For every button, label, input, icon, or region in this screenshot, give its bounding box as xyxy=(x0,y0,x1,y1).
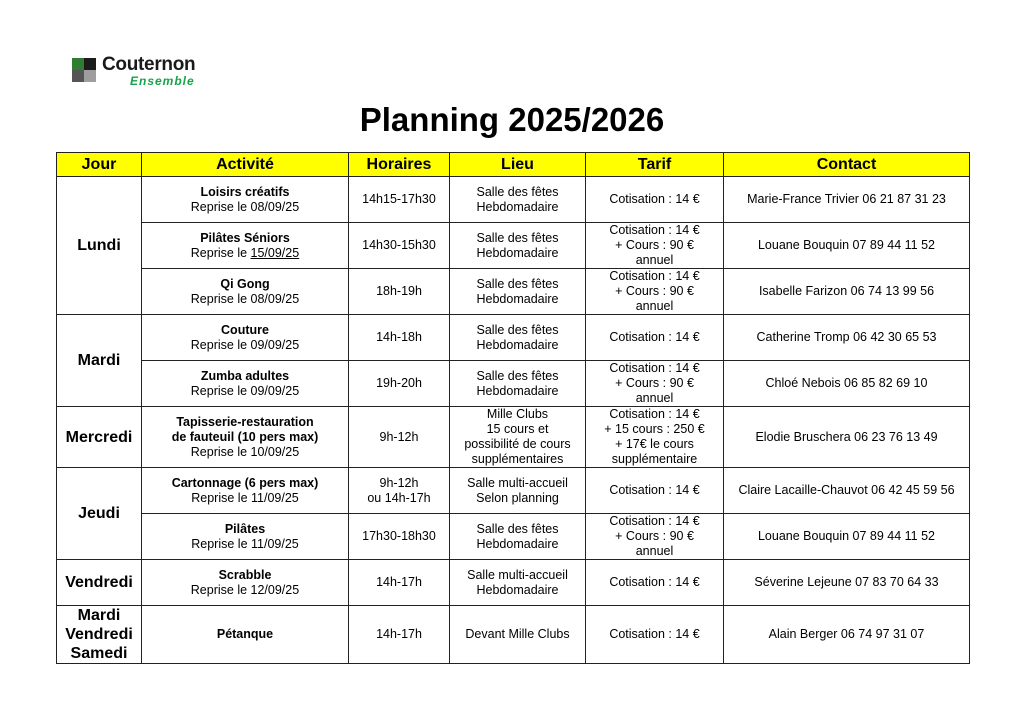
lieu-cell: Salle des fêtes Hebdomadaire xyxy=(450,269,586,315)
planning-table xyxy=(56,152,970,664)
tarif-cell: Cotisation : 14 € + 15 cours : 250 € + 17€ le cours supplémentaire xyxy=(586,407,724,468)
horaires-cell: 14h15-17h30 xyxy=(349,177,450,223)
day-cell: Mardi Vendredi Samedi xyxy=(57,606,142,664)
table-row xyxy=(57,269,970,315)
tarif-cell: Cotisation : 14 € xyxy=(586,560,724,606)
activity-name: Qi Gong xyxy=(220,276,270,291)
tarif-cell: Cotisation : 14 € xyxy=(586,468,724,514)
table-row xyxy=(57,514,970,560)
horaires-cell: 14h-17h xyxy=(349,606,450,664)
table-row xyxy=(57,315,970,361)
logo-mark-icon xyxy=(72,58,96,82)
contact-cell: Marie-France Trivier 06 21 87 31 23 xyxy=(724,177,970,223)
lieu-cell: Salle multi-accueil Selon planning xyxy=(450,468,586,514)
lieu-cell: Salle des fêtes Hebdomadaire xyxy=(450,177,586,223)
activity-cell xyxy=(142,606,349,664)
contact-cell: Isabelle Farizon 06 74 13 99 56 xyxy=(724,269,970,315)
lieu-cell: Salle des fêtes Hebdomadaire xyxy=(450,361,586,407)
header-tarif: Tarif xyxy=(586,153,724,177)
activity-reprise: Reprise le 08/09/25 xyxy=(190,199,300,214)
activity-reprise: Reprise le 09/09/25 xyxy=(190,337,300,352)
header-contact: Contact xyxy=(724,153,970,177)
day-cell: Jeudi xyxy=(57,468,142,560)
horaires-cell: 19h-20h xyxy=(349,361,450,407)
horaires-cell: 18h-19h xyxy=(349,269,450,315)
activity-name: Cartonnage (6 pers max) xyxy=(171,475,319,490)
table-row xyxy=(57,560,970,606)
table-row xyxy=(57,606,970,664)
activity-name: Couture xyxy=(221,322,269,337)
contact-cell: Séverine Lejeune 07 83 70 64 33 xyxy=(724,560,970,606)
lieu-cell: Devant Mille Clubs xyxy=(450,606,586,664)
activity-name: Tapisserie-restauration de fauteuil (10 pers max) xyxy=(171,414,319,444)
table-row xyxy=(57,361,970,407)
contact-cell: Elodie Bruschera 06 23 76 13 49 xyxy=(724,407,970,468)
contact-cell: Claire Lacaille-Chauvot 06 42 45 59 56 xyxy=(724,468,970,514)
contact-cell: Catherine Tromp 06 42 30 65 53 xyxy=(724,315,970,361)
horaires-cell: 14h-17h xyxy=(349,560,450,606)
table-header-row xyxy=(57,153,970,177)
tarif-cell: Cotisation : 14 € + Cours : 90 € annuel xyxy=(586,514,724,560)
horaires-cell: 9h-12h xyxy=(349,407,450,468)
activity-reprise: Reprise le 11/09/25 xyxy=(191,490,299,505)
contact-cell: Louane Bouquin 07 89 44 11 52 xyxy=(724,223,970,269)
activity-name: Scrabble xyxy=(218,567,272,582)
activity-name: Pilâtes Séniors xyxy=(200,230,290,245)
activity-cell xyxy=(142,407,349,468)
day-cell: Vendredi xyxy=(57,560,142,606)
activity-reprise: Reprise le 09/09/25 xyxy=(190,383,300,398)
activity-name: Pilâtes xyxy=(224,521,266,536)
horaires-cell: 17h30-18h30 xyxy=(349,514,450,560)
activity-cell xyxy=(142,269,349,315)
table-row xyxy=(57,468,970,514)
tarif-cell: Cotisation : 14 € + Cours : 90 € annuel xyxy=(586,223,724,269)
horaires-cell: 14h30-15h30 xyxy=(349,223,450,269)
page-title: Planning 2025/2026 xyxy=(359,101,665,138)
contact-cell: Louane Bouquin 07 89 44 11 52 xyxy=(724,514,970,560)
activity-name: Loisirs créatifs xyxy=(200,184,290,199)
tarif-cell: Cotisation : 14 € xyxy=(586,177,724,223)
horaires-cell: 9h-12h ou 14h-17h xyxy=(349,468,450,514)
logo-tagline: Ensemble xyxy=(130,74,195,88)
lieu-cell: Salle multi-accueil Hebdomadaire xyxy=(450,560,586,606)
activity-reprise: Reprise le 10/09/25 xyxy=(190,444,300,459)
activity-cell xyxy=(142,361,349,407)
header-activite: Activité xyxy=(142,153,349,177)
tarif-cell: Cotisation : 14 € + Cours : 90 € annuel xyxy=(586,361,724,407)
activity-cell xyxy=(142,315,349,361)
activity-cell xyxy=(142,560,349,606)
day-cell: Lundi xyxy=(57,177,142,315)
activity-reprise: Reprise le 15/09/25 xyxy=(190,245,300,260)
header-jour: Jour xyxy=(57,153,142,177)
tarif-cell: Cotisation : 14 € + Cours : 90 € annuel xyxy=(586,269,724,315)
day-cell: Mardi xyxy=(57,315,142,407)
contact-cell: Alain Berger 06 74 97 31 07 xyxy=(724,606,970,664)
activity-reprise: Reprise le 12/09/25 xyxy=(190,582,300,597)
header-lieu: Lieu xyxy=(450,153,586,177)
contact-cell: Chloé Nebois 06 85 82 69 10 xyxy=(724,361,970,407)
table-row xyxy=(57,223,970,269)
activity-cell xyxy=(142,514,349,560)
horaires-cell: 14h-18h xyxy=(349,315,450,361)
activity-cell xyxy=(142,223,349,269)
lieu-cell: Salle des fêtes Hebdomadaire xyxy=(450,514,586,560)
lieu-cell: Salle des fêtes Hebdomadaire xyxy=(450,315,586,361)
day-cell: Mercredi xyxy=(57,407,142,468)
table-row xyxy=(57,407,970,468)
logo-name: Couternon xyxy=(102,54,196,75)
activity-name: Zumba adultes xyxy=(200,368,290,383)
tarif-cell: Cotisation : 14 € xyxy=(586,315,724,361)
activity-cell xyxy=(142,177,349,223)
lieu-cell: Salle des fêtes Hebdomadaire xyxy=(450,223,586,269)
lieu-cell: Mille Clubs 15 cours et possibilité de cours supplémentaires xyxy=(450,407,586,468)
activity-reprise: Reprise le 11/09/25 xyxy=(191,536,299,551)
tarif-cell: Cotisation : 14 € xyxy=(586,606,724,664)
activity-reprise: Reprise le 08/09/25 xyxy=(190,291,300,306)
header-horaires: Horaires xyxy=(349,153,450,177)
activity-name: Pétanque xyxy=(216,627,274,641)
table-row xyxy=(57,177,970,223)
activity-cell xyxy=(142,468,349,514)
